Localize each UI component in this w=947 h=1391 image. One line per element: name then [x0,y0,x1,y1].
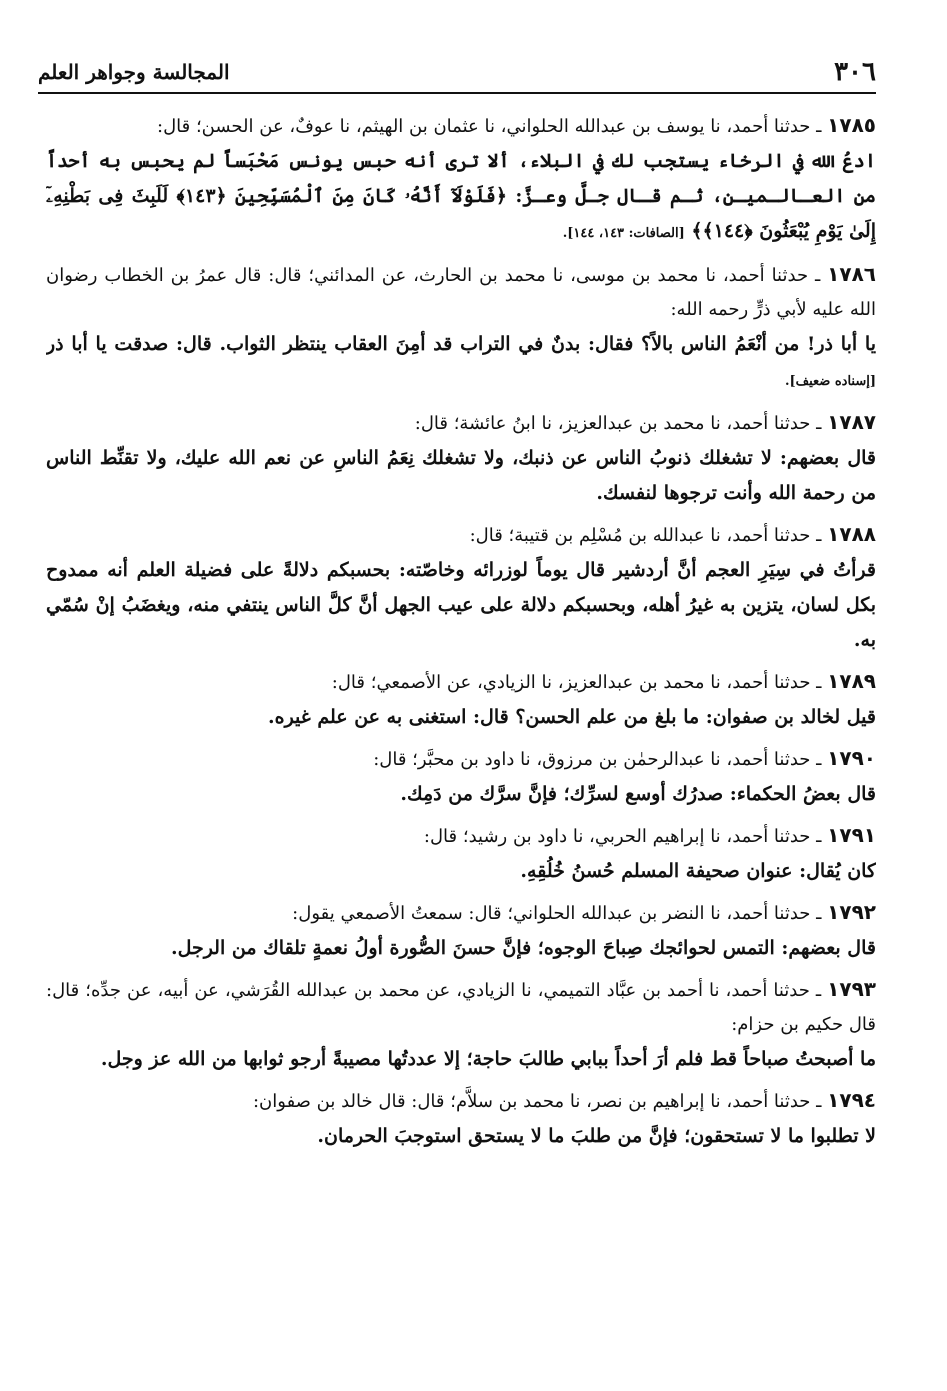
entry-1785 [46,108,876,251]
page-header [38,52,876,94]
book-title: المجالسة وجواهر العلم [38,60,230,84]
isnad [46,741,876,777]
entry-number: ١٧٩١ [827,823,876,847]
saying-text: ما أصبحتُ صباحاً قط فلم أرَ أحداً ببابي طالبَ حاجة؛ إلا عددتُها مصيبةً أرجو ثوابها من الله عز وجل. [100,1048,876,1070]
saying-text: قال بعضُ الحكماء: صدرُك أوسع لسرِّك؛ فإنَّ سرَّك من دَمِك. [400,783,876,805]
entry-number: ١٧٩٤ [827,1088,876,1112]
entry-number: ١٧٩٣ [827,977,876,1001]
isnad-text: ـ حدثنا أحمد، نا يوسف بن عبدالله الحلواني، نا عثمان بن الهيثم، نا عوفٌ، عن الحسن؛ قال: [157,116,822,137]
entry-number: ١٧٨٨ [827,522,876,546]
isnad [46,405,876,441]
entry-1792 [46,895,876,966]
saying: يا أبا ذر! من أنْعَمُ الناس بالاً؟ فقال: بدنٌ في التراب قد أمِنَ العقاب ينتظر الثواب. قال: صدقت يا أبا ذر [46,333,876,355]
isnad [46,818,876,854]
entry-1788 [46,517,876,658]
isnad-text: ـ حدثنا أحمد، نا أحمد بن عبَّاد التميمي، نا الزيادي، عن محمد بن عبدالله القُرَشي، عن أبيه، عن جدِّه؛ قال: قال حكيم بن حزام: [46,980,876,1035]
saying-text: كان يُقال: عنوان صحيفة المسلم حُسنُ خُلُقِهِ. [520,860,876,882]
saying-text: قرأتُ في سِيَرِ العجم أنَّ أردشير قال يوماً لوزرائه وخاصّته: بحسبكم دلالةً على فضيلة العلم أنه ممدوح بكل لسان، يتزين به غيرُ أهله، وبحسبكم دلالة على عيب الجهل أنَّ كلَّ الناس ينتفي منه، ويغضَبُ إنْ سُمّي به. [46,559,876,651]
entry-1787 [46,405,876,511]
page-content [46,108,876,1368]
entry-number: ١٧٩٢ [827,900,876,924]
entry-1790 [46,741,876,812]
grading-note: [إسناده ضعيف]. [784,374,876,389]
saying-text [46,144,876,251]
saying-text: قيل لخالد بن صفوان: ما بلغ من علم الحسن؟ قال: استغنى به عن علم غيره. [268,706,876,728]
isnad [46,517,876,553]
isnad [46,1083,876,1119]
isnad-text: ـ حدثنا أحمد، نا إبراهيم بن نصر، نا محمد بن سلاَّم؛ قال: قال خالد بن صفوان: [252,1091,822,1112]
entry-1786 [46,257,876,399]
isnad-text: ـ حدثنا أحمد، نا إبراهيم الحربي، نا داود بن رشيد؛ قال: [423,826,822,847]
isnad [46,257,876,327]
entry-number: ١٧٨٩ [827,669,876,693]
isnad-text: ـ حدثنا أحمد، نا النضر بن عبدالله الحلواني؛ قال: سمعتُ الأصمعي يقول: [292,903,822,924]
entry-1794 [46,1083,876,1154]
isnad-text: ـ حدثنا أحمد، نا عبدالله بن مُسْلِم بن قتيبة؛ قال: [469,525,822,546]
isnad [46,664,876,700]
saying-text [46,327,876,399]
saying-text: قال بعضهم: لا تشغلك ذنوبُ الناس عن ذنبك، ولا تشغلك نِعَمُ الناسِ عن نعم الله عليك، ولا تقنِّط الناس من رحمة الله وأنت ترجوها لنفسك. [46,447,876,504]
entry-1791 [46,818,876,889]
isnad-text: ـ حدثنا أحمد، نا محمد بن عبدالعزيز، نا ابنُ عائشة؛ قال: [414,413,822,434]
saying-text: لا تطلبوا ما لا تستحقون؛ فإنَّ من طلبَ ما لا يستحق استوجبَ الحرمان. [317,1125,876,1147]
isnad [46,895,876,931]
entry-number: ١٧٨٦ [827,262,876,286]
saying: ادعُ الله في الرخاء يستجب لك في البلاء، ألا ترى أنه حبس يونس مَحْبَساً لم يحبس به أحداً من العـالـميـن، ثـم قـال جـلَّ وعـزَّ: ﴿فَلَوْلَآ أَنَّهُۥ كَانَ مِنَ ٱلْمُسَبِّحِينَ ﴿١٤٣﴾ لَلَبِثَ فِى بَطْنِهِۦٓ إِلَىٰ يَوْمِ يُبْعَثُونَ ﴿١٤٤﴾﴾ [46,150,876,242]
page-number: ٣٠٦ [834,57,876,87]
isnad-text: ـ حدثنا أحمد، نا محمد بن موسى، نا محمد بن الحارث، عن المدائني؛ قال: قال عمرُ بن الخطاب رضوان الله عليه لأبي ذرٍّ رحمه الله: [46,265,876,320]
entry-number: ١٧٨٧ [827,410,876,434]
isnad [46,108,876,144]
isnad-text: ـ حدثنا أحمد، نا عبدالرحمٰن بن مرزوق، نا داود بن محبَّر؛ قال: [373,749,822,770]
isnad [46,972,876,1042]
entry-number: ١٧٨٥ [827,113,876,137]
isnad-text: ـ حدثنا أحمد، نا محمد بن عبدالعزيز، نا الزيادي، عن الأصمعي؛ قال: [331,672,822,693]
saying-text: قال بعضهم: التمس لحوائجك صِباحَ الوجوه؛ فإنَّ حسنَ الصُّورة أولُ نعمةٍ تلقاك من الرجل. [170,937,876,959]
entry-1793 [46,972,876,1077]
entry-1789 [46,664,876,735]
quran-reference: [الصافات: ١٤٣، ١٤٤]. [562,226,685,241]
entry-number: ١٧٩٠ [827,746,876,770]
